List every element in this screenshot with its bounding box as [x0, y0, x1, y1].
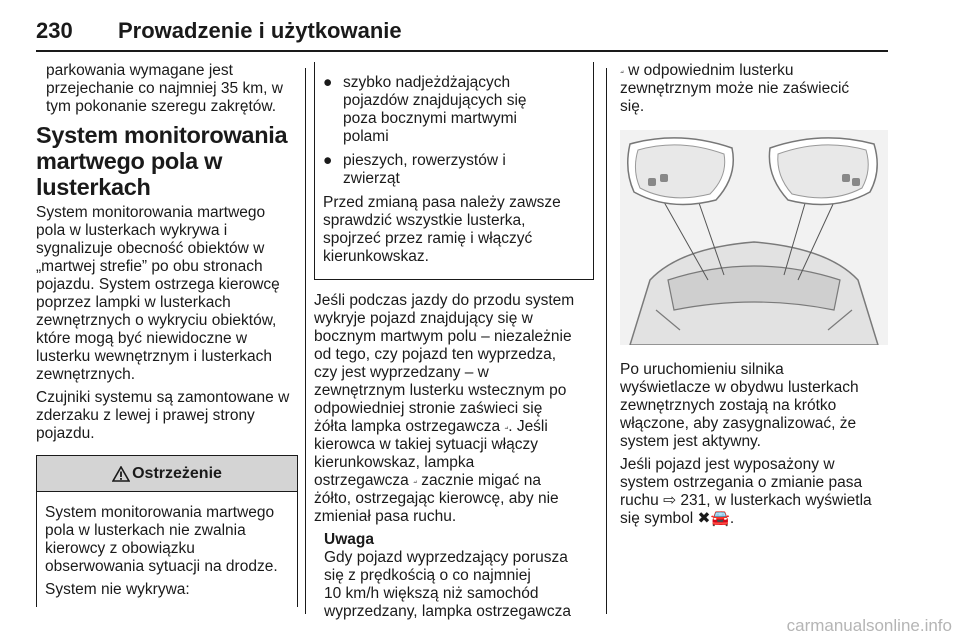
page-number: 230 [36, 18, 73, 43]
page-reference-link[interactable]: 231, w lusterkach wyświetla [680, 492, 872, 509]
activation-paragraph: Po uruchomieniu silnika wyświetlacze w obydwu lusterkach zewnętrznych zostają na krótko włączone, aby zasygnalizować, że system jest aktywny. [620, 361, 859, 450]
continuation-paragraph: ⟓ w odpowiednim lusterku zewnętrznym może nie zaświecić się. [620, 62, 850, 115]
intro-paragraph: parkowania wymagane jest przejechanie co najmniej 35 km, w tym pokonanie szeregu zakrętów. [46, 62, 283, 115]
warning-body-2: System nie wykrywa: [45, 581, 190, 598]
warning-header [37, 456, 297, 492]
mirror-illustration [620, 130, 888, 345]
sensors-paragraph: Czujniki systemu są zamontowane w zderzaku z lewej i prawej strony pojazdu. [36, 389, 290, 442]
warning-box [36, 455, 298, 607]
column-1 [36, 62, 298, 607]
column-divider-2 [606, 68, 607, 614]
warning-continuation-box [314, 62, 594, 280]
list-item: ● pieszych, rowerzystów i zwierząt [323, 152, 506, 187]
list-item: ● szybko nadjeżdżających pojazdów znajdujących się poza bocznymi martwymi polami [323, 74, 527, 145]
warning-triangle-icon [112, 466, 130, 482]
mirror-warning-icon: ⟓ [413, 476, 417, 485]
page-header [36, 18, 888, 52]
lane-change-paragraph: Jeśli pojazd jest wyposażony w system ostrzegania o zmianie pasa ruchu ⇨ 231, w lusterkach wyświetla się symbol ✖🚘. [620, 456, 872, 527]
mirror-warning-icon: ⟓ [620, 66, 624, 75]
chapter-title: Prowadzenie i użytkowanie [118, 18, 402, 43]
warning-title: Ostrzeżenie [132, 464, 222, 482]
warning-body: System monitorowania martwego pola w lusterkach nie zwalnia kierowcy z obowiązku obserwowania sytuacji na drodze. System nie wykrywa: [37, 492, 297, 599]
detection-paragraph: Jeśli podczas jazdy do przodu system wykryje pojazd znajdujący się w bocznym martwym polu – niezależnie od tego, czy pojazd ten wyprzedza, czy jest wyprzedzany – w zewnętrznym lusterku wstecznym po odpowiedniej stronie zaświeci się żółta lampka ostrzegawcza ⟓. Jeśli kierowca w takiej sytuacji włączy kierunkowskaz, lampka ostrzegawcza ⟓ zacznie migać na żółto, ostrzegając kierowcę, aby nie zmieniał pasa ruchu. [314, 292, 575, 525]
warning-tail: Przed zmianą pasa należy zawsze sprawdzić wszystkie lusterka, spojrzeć przez ramię i włączyć kierunkowskaz. [323, 194, 561, 265]
section-heading: System monitorowania martwego pola w lusterkach [36, 122, 288, 200]
description-paragraph: System monitorowania martwego pola w lusterkach wykrywa i sygnalizuje obecność obiektów w „martwej strefie” po obu stronach pojazdu. System ostrzega kierowcę poprzez lampki w lusterkach zewnętrznych o wykryciu obiektów, które mogą być niewidoczne w lusterku wewnętrznym i lusterkach zewnętrznych. [36, 204, 280, 383]
note-title: Uwaga [324, 531, 374, 548]
column-3 [620, 62, 888, 533]
watermark: carmanualsonline.info [786, 616, 952, 635]
column-2 [314, 62, 594, 626]
page-ref-arrow-icon: ⇨ [663, 492, 677, 509]
column-divider-1 [305, 68, 306, 614]
x-car-icon: ✖🚘 [697, 510, 730, 527]
mirror-warning-icon: ⟓ [504, 422, 509, 431]
note-block: Uwaga Gdy pojazd wyprzedzający porusza się z prędkością o co najmniej 10 km/h większą niż samochód wyprzedzany, lampka ostrzegawcza [314, 531, 594, 621]
